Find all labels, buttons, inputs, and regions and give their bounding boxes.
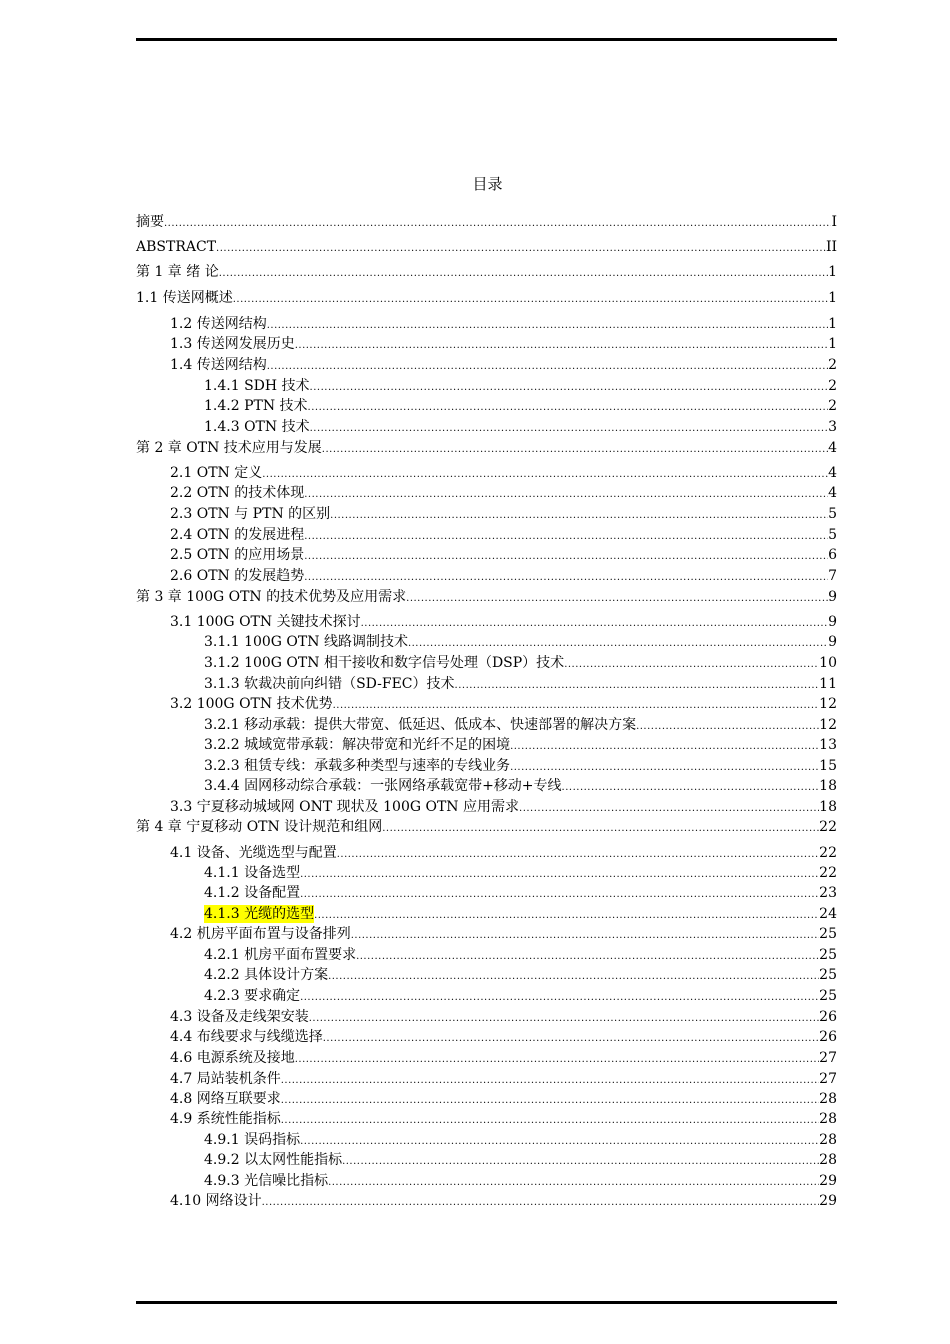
toc-leader-dots bbox=[267, 358, 828, 376]
toc-entry-page: 2 bbox=[828, 378, 837, 394]
toc-entry-page: 27 bbox=[819, 1071, 837, 1087]
toc-entry-page: 9 bbox=[828, 589, 837, 605]
toc-entry-title: 4.9.2 以太网性能指标 bbox=[204, 1152, 343, 1168]
toc-leader-dots bbox=[304, 528, 828, 546]
toc-entry[interactable] bbox=[136, 1028, 837, 1048]
toc-entry-page: 13 bbox=[819, 737, 837, 753]
toc-leader-dots bbox=[300, 886, 819, 904]
toc-entry[interactable] bbox=[136, 484, 837, 504]
toc-entry-page: 26 bbox=[819, 1009, 837, 1025]
toc-entry-title: 3.1.1 100G OTN 线路调制技术 bbox=[204, 634, 408, 650]
toc-entry[interactable] bbox=[136, 844, 837, 864]
toc-entry-title: 2.3 OTN 与 PTN 的区别 bbox=[170, 506, 331, 522]
toc-entry[interactable] bbox=[136, 418, 837, 438]
toc-entry-page: 28 bbox=[819, 1091, 837, 1107]
toc-entry-title: 2.2 OTN 的技术体现 bbox=[170, 485, 305, 501]
toc-entry-title: 第 4 章 宁夏移动 OTN 设计规范和组网 bbox=[136, 819, 383, 835]
toc-entry[interactable] bbox=[136, 757, 837, 777]
toc-entry[interactable] bbox=[136, 567, 837, 587]
toc-entry-title: 2.1 OTN 定义 bbox=[170, 465, 263, 481]
toc-leader-dots bbox=[562, 779, 820, 797]
toc-entry[interactable] bbox=[136, 1049, 837, 1069]
toc-leader-dots bbox=[164, 215, 831, 233]
toc-entry-page: 15 bbox=[819, 758, 837, 774]
toc-entry-title: 3.3 宁夏移动城域网 ONT 现状及 100G OTN 应用需求 bbox=[170, 799, 520, 815]
toc-leader-dots bbox=[281, 1092, 819, 1110]
toc-entry-page: 18 bbox=[819, 778, 837, 794]
toc-leader-dots bbox=[295, 337, 828, 355]
toc-entry[interactable] bbox=[136, 675, 837, 695]
toc-entry-title: 第 2 章 OTN 技术应用与发展 bbox=[136, 440, 322, 456]
toc-entry[interactable] bbox=[136, 397, 837, 417]
toc-entry-page: 5 bbox=[828, 506, 837, 522]
toc-entry-title: 4.4 布线要求与线缆选择 bbox=[170, 1029, 323, 1045]
toc-leader-dots bbox=[337, 846, 819, 864]
toc-entry-page: 10 bbox=[819, 655, 837, 671]
toc-entry-title: 4.1 设备、光缆选型与配置 bbox=[170, 845, 337, 861]
toc-entry-page: 27 bbox=[819, 1050, 837, 1066]
toc-leader-dots bbox=[361, 615, 828, 633]
toc-entry-page: 25 bbox=[819, 926, 837, 942]
toc-entry-page: 9 bbox=[828, 634, 837, 650]
toc-entry-page: 3 bbox=[828, 419, 837, 435]
toc-entry-page: 28 bbox=[819, 1111, 837, 1127]
header-rule bbox=[136, 38, 837, 41]
toc-entry-page: 25 bbox=[819, 967, 837, 983]
toc-leader-dots bbox=[510, 738, 819, 756]
toc-entry-title: 4.9.1 误码指标 bbox=[204, 1132, 301, 1148]
toc-entry-title: 4.9.3 光信噪比指标 bbox=[204, 1173, 329, 1189]
toc-entry-page: 24 bbox=[819, 906, 837, 922]
toc-entry[interactable] bbox=[136, 464, 837, 484]
toc-entry-title: 4.2.2 具体设计方案 bbox=[204, 967, 329, 983]
toc-leader-dots bbox=[304, 569, 828, 587]
toc-entry-title: 4.3 设备及走线架安装 bbox=[170, 1009, 309, 1025]
toc-leader-dots bbox=[322, 441, 828, 459]
toc-leader-dots bbox=[328, 1174, 819, 1192]
toc-entry[interactable] bbox=[136, 613, 837, 633]
toc-entry-page: 1 bbox=[828, 264, 837, 280]
toc-entry[interactable] bbox=[136, 439, 837, 459]
toc-entry-page: 4 bbox=[828, 440, 837, 456]
toc-entry[interactable] bbox=[136, 987, 837, 1007]
toc-leader-dots bbox=[308, 399, 829, 417]
toc-leader-dots bbox=[304, 548, 828, 566]
toc-entry-title: 第 1 章 绪 论 bbox=[136, 264, 219, 280]
toc-entry-title: 1.2 传送网结构 bbox=[170, 316, 267, 332]
toc-entry-title: 3.2 100G OTN 技术优势 bbox=[170, 696, 333, 712]
toc-entry[interactable] bbox=[136, 289, 837, 309]
toc-leader-dots bbox=[267, 317, 828, 335]
toc-entry[interactable] bbox=[136, 213, 837, 233]
toc-leader-dots bbox=[342, 1153, 819, 1171]
toc-leader-dots bbox=[219, 265, 828, 283]
toc-entry-title: 3.1 100G OTN 关键技术探讨 bbox=[170, 614, 361, 630]
toc-entry-page: 2 bbox=[828, 357, 837, 373]
toc-entry-title: 2.4 OTN 的发展进程 bbox=[170, 527, 305, 543]
toc-leader-dots bbox=[351, 927, 819, 945]
toc-entry-title: 2.6 OTN 的发展趋势 bbox=[170, 568, 305, 584]
toc-entry-title: 3.2.1 移动承载：提供大带宽、低延迟、低成本、快速部署的解决方案 bbox=[204, 717, 637, 733]
toc-entry[interactable] bbox=[136, 1131, 837, 1151]
toc-entry-page: 12 bbox=[819, 717, 837, 733]
toc-entry-title: 1.4.1 SDH 技术 bbox=[204, 378, 310, 394]
toc-entry-page: II bbox=[825, 239, 837, 255]
toc-leader-dots bbox=[382, 820, 819, 838]
toc-entry-title: 摘要 bbox=[136, 214, 164, 230]
toc-entry-page: 22 bbox=[819, 865, 837, 881]
toc-entry-title: 1.4 传送网结构 bbox=[170, 357, 267, 373]
toc-entry[interactable] bbox=[136, 546, 837, 566]
toc-leader-dots bbox=[262, 466, 828, 484]
toc-entry-page: 1 bbox=[828, 336, 837, 352]
toc-leader-dots bbox=[281, 1072, 819, 1090]
toc-leader-dots bbox=[300, 1133, 819, 1151]
toc-entry-title: 1.4.3 OTN 技术 bbox=[204, 419, 310, 435]
toc-entry-page: 7 bbox=[828, 568, 837, 584]
toc-leader-dots bbox=[356, 948, 819, 966]
toc-entry[interactable] bbox=[136, 925, 837, 945]
toc-entry[interactable] bbox=[136, 716, 837, 736]
toc-entry-page: 1 bbox=[828, 316, 837, 332]
toc-entry-title: 3.4.4 固网移动综合承载：一张网络承载宽带+移动+专线 bbox=[204, 778, 562, 794]
toc-entry[interactable] bbox=[136, 633, 837, 653]
toc-entry-title: 4.1.2 设备配置 bbox=[204, 885, 301, 901]
toc-entry-page: 1 bbox=[828, 290, 837, 306]
toc-entry-title: 1.3 传送网发展历史 bbox=[170, 336, 295, 352]
toc-leader-dots bbox=[216, 240, 826, 258]
toc-entry[interactable] bbox=[136, 335, 837, 355]
toc-entry[interactable] bbox=[136, 966, 837, 986]
toc-entry-title: 2.5 OTN 的应用场景 bbox=[170, 547, 305, 563]
toc-leader-dots bbox=[455, 677, 820, 695]
toc-entry-page: 5 bbox=[828, 527, 837, 543]
toc-entry-page: 22 bbox=[819, 845, 837, 861]
toc-leader-dots bbox=[300, 989, 819, 1007]
toc-entry[interactable] bbox=[136, 736, 837, 756]
toc-entry-title: 4.9 系统性能指标 bbox=[170, 1111, 281, 1127]
toc-entry[interactable] bbox=[136, 588, 837, 608]
toc-entry-page: 18 bbox=[819, 799, 837, 815]
toc-entry[interactable] bbox=[136, 864, 837, 884]
toc-entry-title: 第 3 章 100G OTN 的技术优势及应用需求 bbox=[136, 589, 407, 605]
toc-leader-dots bbox=[304, 486, 828, 504]
toc-leader-dots bbox=[510, 759, 819, 777]
toc-entry-page: 2 bbox=[828, 398, 837, 414]
toc-leader-dots bbox=[310, 379, 829, 397]
toc-entry-page: 25 bbox=[819, 947, 837, 963]
toc-entry-title: 4.2.1 机房平面布置要求 bbox=[204, 947, 357, 963]
toc-entry-page: 6 bbox=[828, 547, 837, 563]
toc-entry-title: 1.1 传送网概述 bbox=[136, 290, 233, 306]
toc-entry[interactable] bbox=[136, 263, 837, 283]
toc-entry-page: I bbox=[831, 214, 837, 230]
toc-title: 目录 bbox=[472, 175, 503, 193]
toc-leader-dots bbox=[262, 1194, 820, 1212]
footer-rule bbox=[136, 1301, 837, 1304]
toc-leader-dots bbox=[333, 697, 820, 715]
toc-entry[interactable] bbox=[136, 1090, 837, 1110]
toc-entry[interactable] bbox=[136, 1192, 837, 1212]
toc-entry[interactable] bbox=[136, 884, 837, 904]
toc-entry-page: 29 bbox=[819, 1173, 837, 1189]
toc-entry[interactable] bbox=[136, 905, 837, 925]
toc-entry[interactable] bbox=[136, 526, 837, 546]
toc-entry-page: 28 bbox=[819, 1132, 837, 1148]
toc-leader-dots bbox=[233, 291, 828, 309]
toc-entry-title: 3.2.2 城域宽带承载：解决带宽和光纤不足的困境 bbox=[204, 737, 511, 753]
toc-entry-page: 9 bbox=[828, 614, 837, 630]
toc-entry[interactable] bbox=[136, 377, 837, 397]
toc-leader-dots bbox=[519, 800, 819, 818]
toc-entry-title: 4.2.3 要求确定 bbox=[204, 988, 301, 1004]
toc-entry-title: 4.8 网络互联要求 bbox=[170, 1091, 281, 1107]
toc-entry-title: 4.10 网络设计 bbox=[170, 1193, 262, 1209]
toc-entry[interactable] bbox=[136, 238, 837, 258]
toc-entry[interactable] bbox=[136, 946, 837, 966]
toc-leader-dots bbox=[323, 1030, 819, 1048]
toc-entry-page: 23 bbox=[819, 885, 837, 901]
toc-entry[interactable] bbox=[136, 798, 837, 818]
toc-entry-title: 4.1.3 光缆的选型 bbox=[204, 906, 315, 922]
toc-entry-title: 3.1.3 软裁决前向纠错（SD-FEC）技术 bbox=[204, 676, 455, 692]
toc-entry[interactable] bbox=[136, 356, 837, 376]
toc-leader-dots bbox=[310, 420, 828, 438]
toc-entry[interactable] bbox=[136, 1172, 837, 1192]
toc-entry[interactable] bbox=[136, 1151, 837, 1171]
toc-entry-page: 28 bbox=[819, 1152, 837, 1168]
toc-entry-page: 4 bbox=[828, 465, 837, 481]
toc-leader-dots bbox=[564, 656, 819, 674]
toc-leader-dots bbox=[406, 590, 828, 608]
toc-entry[interactable] bbox=[136, 1008, 837, 1028]
toc-entry-page: 22 bbox=[819, 819, 837, 835]
toc-entry-title: ABSTRACT bbox=[136, 239, 217, 255]
toc-entry-title: 3.1.2 100G OTN 相干接收和数字信号处理（DSP）技术 bbox=[204, 655, 565, 671]
toc-entry[interactable] bbox=[136, 777, 837, 797]
toc-entry-title: 4.6 电源系统及接地 bbox=[170, 1050, 295, 1066]
toc-entry[interactable] bbox=[136, 818, 837, 838]
toc-entry[interactable] bbox=[136, 1070, 837, 1090]
toc-entry-page: 25 bbox=[819, 988, 837, 1004]
toc-entry[interactable] bbox=[136, 654, 837, 674]
toc-entry[interactable] bbox=[136, 695, 837, 715]
toc-leader-dots bbox=[328, 968, 819, 986]
toc-leader-dots bbox=[636, 718, 819, 736]
toc-entry[interactable] bbox=[136, 1110, 837, 1130]
toc-entry-title: 4.7 局站装机条件 bbox=[170, 1071, 281, 1087]
toc-entry-title: 3.2.3 租赁专线：承载多种类型与速率的专线业务 bbox=[204, 758, 511, 774]
toc-leader-dots bbox=[309, 1010, 819, 1028]
toc-leader-dots bbox=[330, 507, 828, 525]
toc-leader-dots bbox=[300, 866, 819, 884]
toc-entry-page: 12 bbox=[819, 696, 837, 712]
toc-entry[interactable] bbox=[136, 505, 837, 525]
toc-entry-title: 4.2 机房平面布置与设备排列 bbox=[170, 926, 351, 942]
toc-leader-dots bbox=[408, 635, 828, 653]
toc-leader-dots bbox=[295, 1051, 819, 1069]
toc-leader-dots bbox=[314, 907, 819, 925]
toc-entry-page: 29 bbox=[819, 1193, 837, 1209]
toc-leader-dots bbox=[281, 1112, 819, 1130]
toc-entry-page: 11 bbox=[819, 676, 837, 692]
toc-entry-title: 1.4.2 PTN 技术 bbox=[204, 398, 308, 414]
toc-entry-title: 4.1.1 设备选型 bbox=[204, 865, 301, 881]
toc-entry[interactable] bbox=[136, 315, 837, 335]
toc-entry-page: 4 bbox=[828, 485, 837, 501]
toc-entry-page: 26 bbox=[819, 1029, 837, 1045]
